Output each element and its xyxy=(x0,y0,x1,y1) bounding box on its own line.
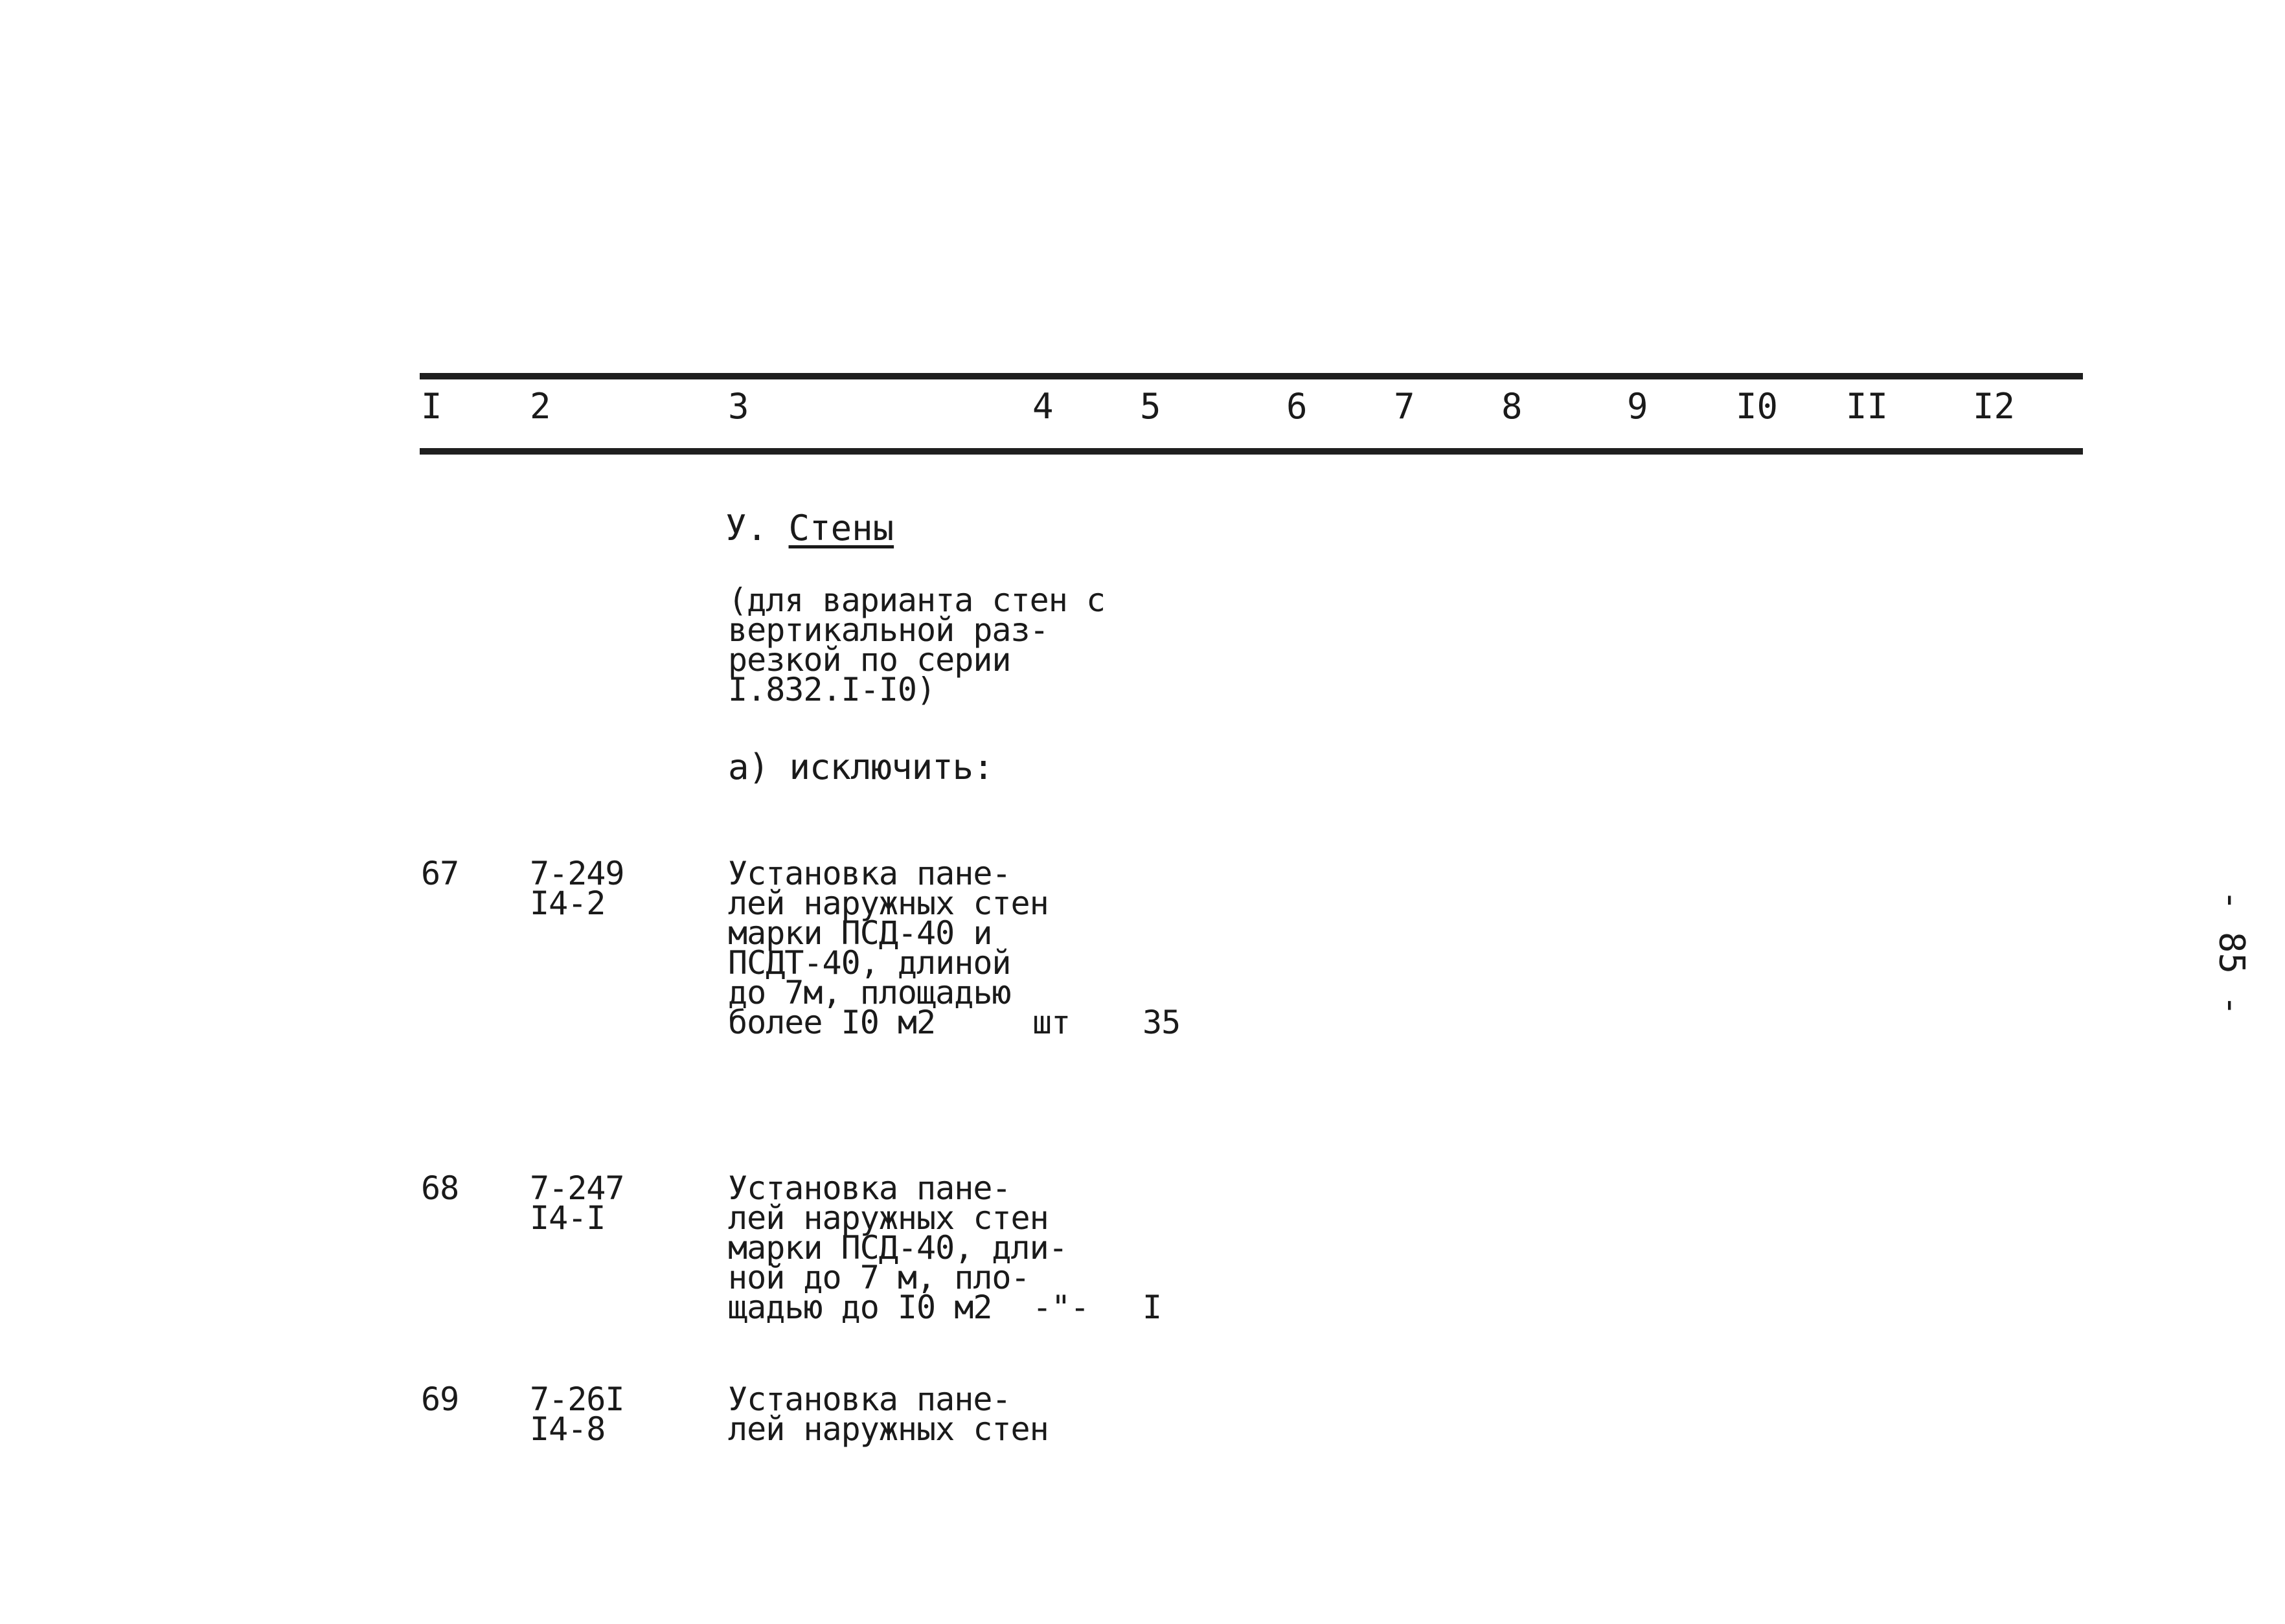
header-bottom-rule xyxy=(420,448,2083,455)
section-subheading: а) исключить: xyxy=(728,747,994,787)
column-number: 7 xyxy=(1394,386,1415,427)
column-number: I2 xyxy=(1973,386,2016,427)
row-code: 7-249 I4-2 xyxy=(530,855,624,922)
column-number: 4 xyxy=(1032,386,1054,427)
row-description: Установка пане- лей наружных стен xyxy=(728,1381,1049,1448)
row-description: Установка пане- лей наружных стен марки ПСД-40, дли- ной до 7 м, пло- щадью до I0 м2 xyxy=(728,1169,1067,1326)
row-number: 68 xyxy=(421,1169,459,1207)
row-number: 69 xyxy=(421,1381,459,1418)
column-number: 5 xyxy=(1140,386,1161,427)
page-number: - 85 - xyxy=(2211,889,2253,1017)
column-number: II xyxy=(1846,386,1889,427)
column-number: 8 xyxy=(1501,386,1523,427)
column-number: 2 xyxy=(530,386,551,427)
column-number: I0 xyxy=(1736,386,1779,427)
section-prefix: У. xyxy=(725,508,768,548)
column-number: 6 xyxy=(1286,386,1308,427)
section-heading xyxy=(725,509,894,548)
column-number: 3 xyxy=(728,386,749,427)
row-description: Установка пане- лей наружных стен марки ПСД-40 и ПСДТ-40, длиной до 7м, площадью более I0 м2 xyxy=(728,855,1049,1041)
row-number: 67 xyxy=(421,855,459,892)
row-unit: -"- xyxy=(1032,1289,1089,1326)
row-quantity: I xyxy=(1142,1289,1162,1326)
row-quantity: 35 xyxy=(1142,1004,1181,1041)
row-code: 7-26I I4-8 xyxy=(530,1381,624,1448)
section-title: Стены xyxy=(788,508,894,548)
header-top-rule xyxy=(420,373,2083,379)
row-unit: шт xyxy=(1032,1004,1071,1041)
column-number: I xyxy=(421,386,442,427)
section-note: (для варианта стен с вертикальной раз- резкой по серии I.832.I-I0) xyxy=(728,581,1106,708)
row-code: 7-247 I4-I xyxy=(530,1169,624,1237)
column-number: 9 xyxy=(1627,386,1648,427)
